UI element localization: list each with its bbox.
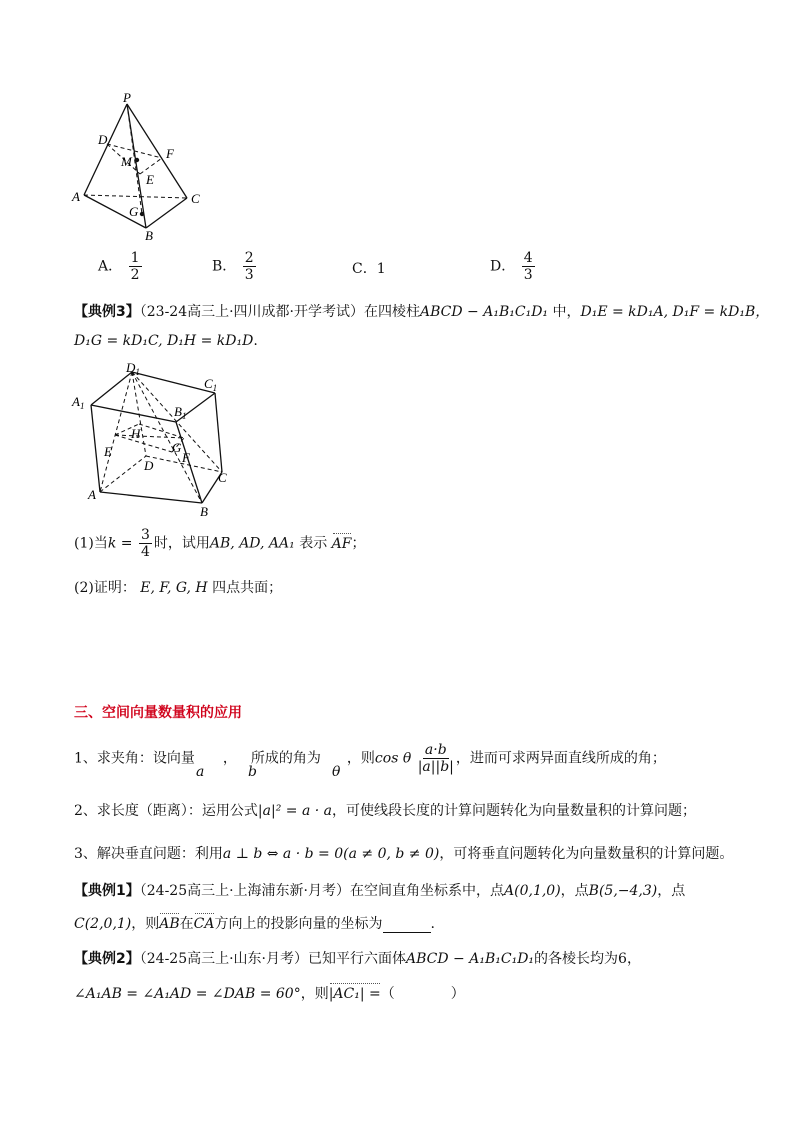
label-F: F (166, 146, 174, 161)
choice-b: B． $\frac{2}{3}$ (212, 250, 254, 283)
label-D: D (98, 132, 108, 147)
label-C: C (191, 191, 200, 206)
label-F: F (182, 450, 190, 465)
example1-line1: 【典例1】（24-25高三上·上海浦东新·月考）在空间直角坐标系中，点A(0,1,0)，点B(5,−4,3)，点 (74, 883, 686, 899)
tetrahedron-figure (70, 92, 210, 242)
label-E: E (104, 444, 112, 459)
example1-line2: C(2,0,1)，则AB在CA方向上的投影向量的坐标为 . (74, 916, 435, 932)
point-1: 1、求夹角：设向量 ， 所成的角为 ，则cos θ $\frac{a\cdot b}{|a||b|}$ ，进而可求两异面直线所成的角； (74, 742, 666, 775)
point-3: 3、解决垂直问题：利用a ⊥ b ⇔ a · b = 0(a ≠ 0, b ≠ 0)，可将垂直问题转化为向量数量积的计算问题。 (74, 846, 734, 862)
example2-line2: ∠A₁AB = ∠A₁AD = ∠DAB = 60°，则|AC₁| =（ ） (74, 986, 465, 1002)
example2-line1: 【典例2】（24-25高三上·山东·月考）已知平行六面体ABCD − A₁B₁C₁D₁的各棱长均为6， (74, 951, 641, 967)
choice-a: A． $\frac{1}{2}$ (98, 250, 140, 283)
label-B: B (200, 504, 208, 519)
question-2: (2)证明： E, F, G, H 四点共面； (74, 580, 283, 596)
question-1: (1)当k = $\frac{3}{4}$ 时，试用AB, AD, AA₁ 表示 AF； (74, 527, 366, 560)
label-P: P (123, 92, 131, 105)
label-G: G (172, 440, 182, 455)
symbol-theta: θ (332, 764, 341, 780)
label-A: A (88, 487, 96, 502)
label-D1: $D_1$ (126, 360, 140, 377)
label-G: G (129, 204, 139, 219)
example3-line2: D₁G = kD₁C, D₁H = kD₁D. (74, 333, 258, 349)
symbol-a: a (196, 764, 205, 780)
label-H: H (131, 426, 141, 441)
label-M: M (121, 154, 132, 169)
label-A1: $A_1$ (72, 394, 85, 411)
choice-c: C．1 (352, 261, 386, 277)
label-B: B (145, 228, 153, 242)
label-A: A (72, 189, 80, 204)
label-C1: $C_1$ (204, 376, 218, 393)
section-title: 三、空间向量数量积的应用 (74, 705, 242, 721)
answer-blank (383, 918, 431, 933)
symbol-b: b (248, 764, 257, 780)
label-E: E (146, 172, 154, 187)
prism-figure (68, 360, 238, 520)
label-C: C (218, 470, 227, 485)
choice-d: D． $\frac{4}{3}$ (490, 250, 533, 283)
label-D: D (144, 458, 154, 473)
example1-tag: 【典例1】 (74, 883, 140, 899)
point-2: 2、求长度（距离）：运用公式|a|² = a · a，可使线段长度的计算问题转化为向量数量积的计算问题； (74, 803, 696, 819)
label-B1: $B_1$ (174, 404, 187, 421)
example2-tag: 【典例2】 (74, 951, 140, 967)
example3-tag: 【典例3】 (74, 304, 140, 320)
example3-line1: 【典例3】（23-24高三上·四川成都·开学考试）在四棱柱ABCD − A₁B₁C₁D₁ 中，D₁E = kD₁A, D₁F = kD₁B， (74, 304, 770, 320)
